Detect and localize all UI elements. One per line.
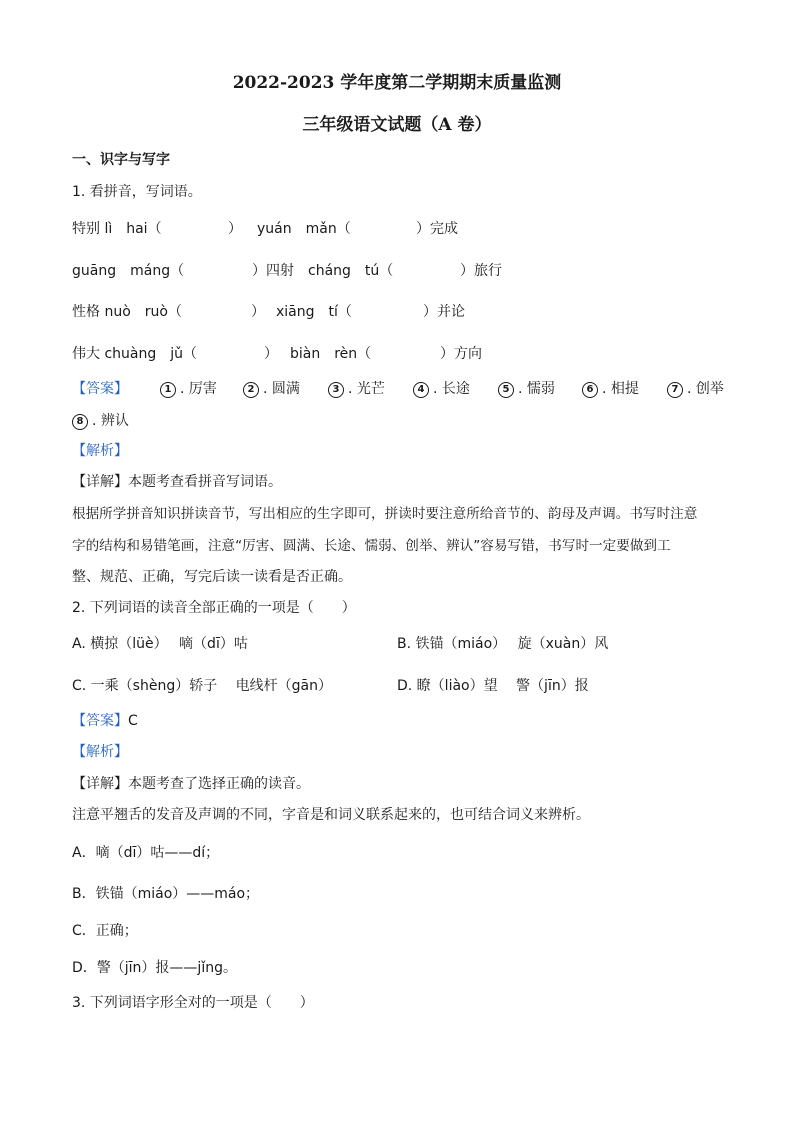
section-heading: 一、识字与写字 [72, 152, 170, 168]
q2-line-c: C．正确； [72, 923, 138, 939]
circled-number: 2 [243, 382, 259, 398]
q2-line-d: D．警（jīn）报——jǐng。 [72, 960, 237, 976]
q1-answer-5: 5 . 懦弱 [498, 380, 555, 398]
q1-answer-8: 8 . 辨认 [72, 412, 129, 430]
q2-option-a: A. 横掠（lüè） 嘀（dī）咕 [72, 636, 248, 652]
q1-row4-a: 伟大 chuàng jǔ（ [72, 346, 197, 362]
q1-row3-a: 性格 nuò ruò（ [72, 304, 182, 320]
q1-row3-b-close: ）并论 [423, 304, 465, 320]
q2-detail: 【详解】本题考查了选择正确的读音。 [72, 776, 310, 792]
q2-answer: 【答案】C [72, 713, 138, 729]
q1-row2-a-close: ）四射 [252, 263, 294, 279]
q1-answer-2: 2 . 圆满 [243, 380, 300, 398]
circled-number: 3 [328, 382, 344, 398]
q1-row1-a-close: ） [228, 221, 242, 237]
q1-row3-b: xiāng tí（ [276, 304, 352, 320]
q1-answer-3: 3 . 光芒 [328, 380, 385, 398]
q1-para-line3: 整、规范、正确，写完后读一读看是否正确。 [72, 569, 352, 585]
q1-row1-b: yuán mǎn（ [257, 221, 351, 237]
q3-stem: 3. 下列词语字形全对的一项是（ ） [72, 995, 314, 1011]
q1-row1-a: 特别 lì hai（ [72, 221, 162, 237]
circled-number: 7 [667, 382, 683, 398]
circled-number: 5 [498, 382, 514, 398]
answer-tag: 【答案】 [72, 381, 128, 397]
q1-stem: 1. 看拼音，写词语。 [72, 184, 202, 200]
q1-row3-a-close: ） [251, 304, 265, 320]
q1-row2-b-close: ）旅行 [460, 263, 502, 279]
q1-row2-a: guāng máng（ [72, 263, 185, 279]
circled-number: 1 [160, 382, 176, 398]
q2-option-b: B. 铁锚（miáo） 旋（xuàn）风 [397, 636, 609, 652]
q2-para: 注意平翘舌的发音及声调的不同，字音是和词义联系起来的，也可结合词义来辨析。 [72, 807, 590, 823]
q1-row4-b: biàn rèn（ [290, 346, 372, 362]
q1-row4-b-close: ）方向 [440, 346, 482, 362]
q2-option-c: C. 一乘（shèng）轿子 电线杆（gān） [72, 678, 333, 694]
q1-para-line1: 根据所学拼音知识拼读音节，写出相应的生字即可，拼读时要注意所给音节的、韵母及声调。书写时注意 [72, 506, 698, 522]
q2-line-a: A．嘀（dī）咕——dí； [72, 845, 220, 861]
circled-number: 8 [72, 414, 88, 430]
answer-tag: 【答案】 [72, 713, 128, 729]
q1-answer-7: 7 . 创举 [667, 380, 724, 398]
circled-number: 4 [413, 382, 429, 398]
q2-line-b: B．铁锚（miáo）——máo； [72, 886, 260, 902]
q1-para-line2: 字的结构和易错笔画，注意“厉害、圆满、长途、懦弱、创举、辨认”容易写错，书写时一定要做到工 [72, 538, 671, 554]
q1-answer-1: 1 . 厉害 [160, 380, 217, 398]
q1-detail: 【详解】本题考查看拼音写词语。 [72, 474, 282, 490]
q1-row1-b-close: ）完成 [416, 221, 458, 237]
q2-stem: 2. 下列词语的读音全部正确的一项是（ ） [72, 600, 356, 616]
circled-number: 6 [582, 382, 598, 398]
page-subtitle: 三年级语文试题（A 卷） [302, 115, 492, 135]
analysis-tag: 【解析】 [72, 744, 128, 760]
q1-answer-6: 6 . 相提 [582, 380, 639, 398]
q1-row2-b: cháng tú（ [308, 263, 394, 279]
analysis-tag: 【解析】 [72, 443, 128, 459]
q1-answer-4: 4 . 长途 [413, 380, 470, 398]
q2-option-d: D. 瞭（liào）望 警（jīn）报 [397, 678, 589, 694]
q1-row4-a-close: ） [264, 346, 278, 362]
page-title: 2022-2023 学年度第二学期期末质量监测 [232, 73, 562, 93]
